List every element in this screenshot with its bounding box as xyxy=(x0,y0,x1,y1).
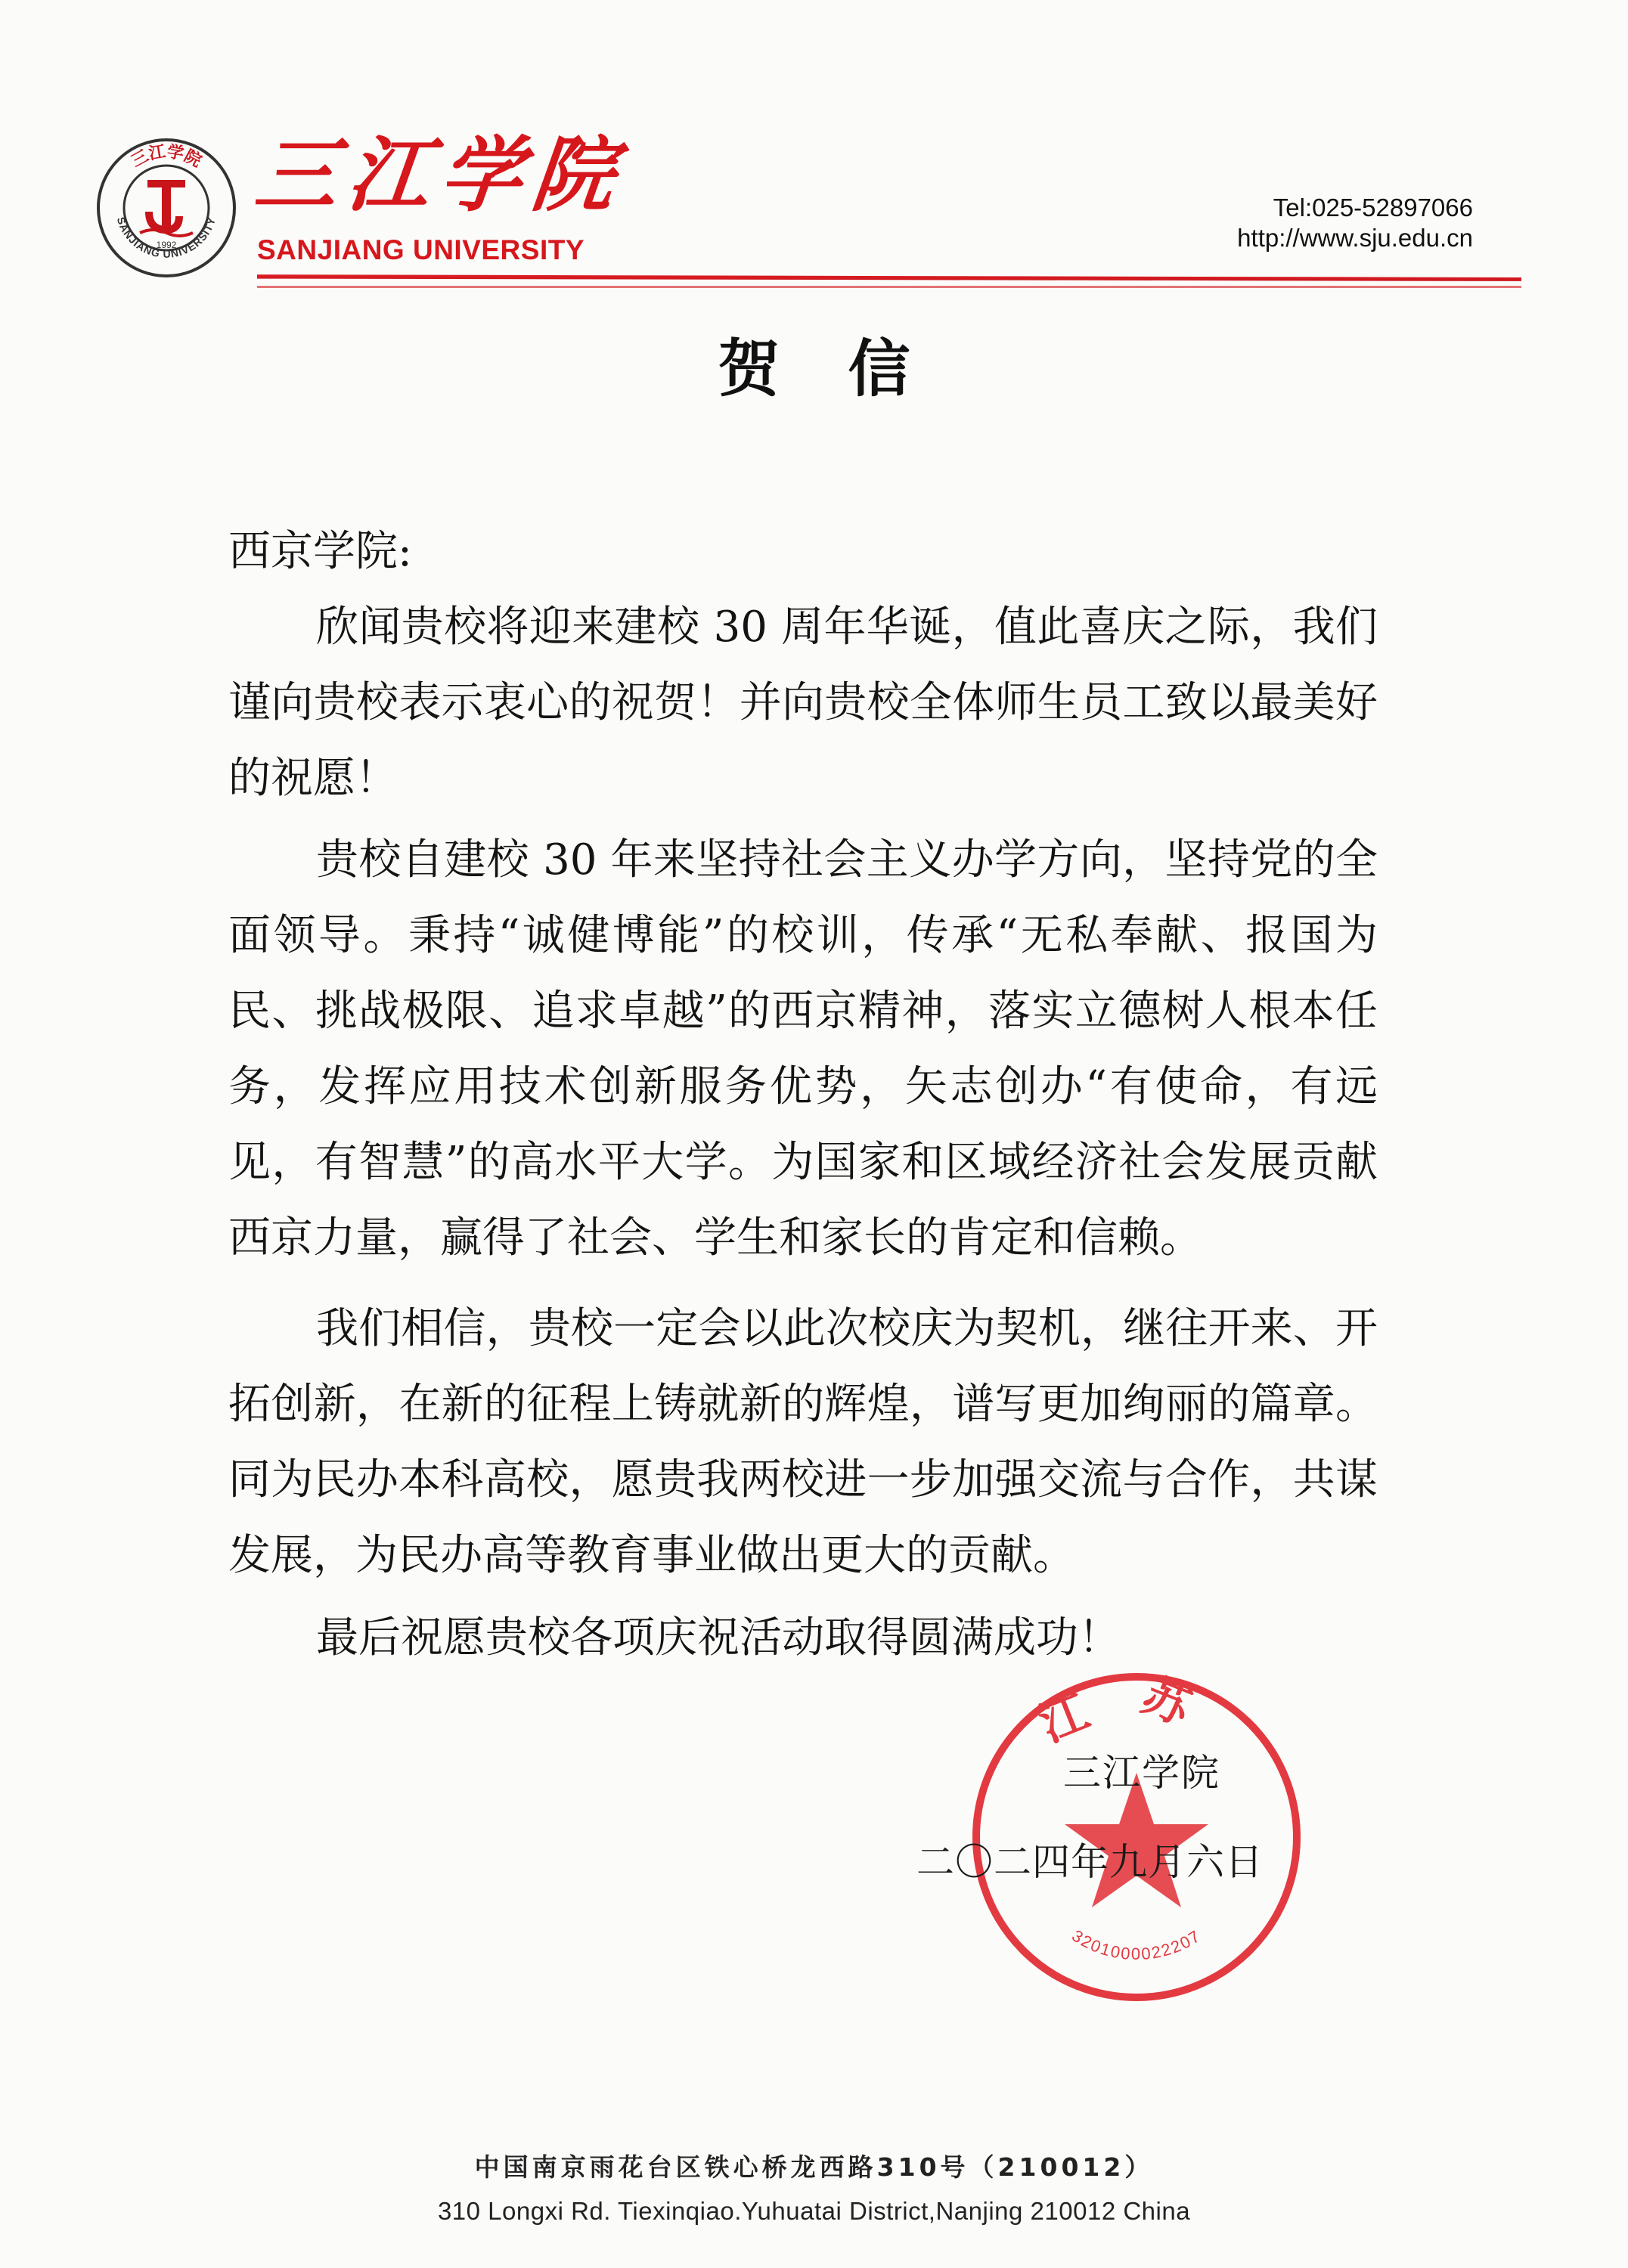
footer-address-cn: 中国南京雨花台区铁心桥龙西路310号（210012） xyxy=(474,2152,1154,2182)
paragraph-closing: 最后祝愿贵校各项庆祝活动取得圆满成功！ xyxy=(316,1613,1121,1662)
signature-organization: 三江学院 xyxy=(1063,1751,1220,1795)
university-logo-icon xyxy=(95,136,238,280)
seal-number: 3201000022207 xyxy=(1068,1926,1205,1964)
paragraph-achievements: 贵校自建校 30 年来坚持社会主义办学方向，坚持党的全面领导。秉持“诚健博能”的校训，传承“无私奉献、报国为民、挑战极限、追求卓越”的西京精神，落实立德树人根本任务，发挥应用技术创新服务优势，矢志创办“有使命，有远见，有智慧”的高水平大学。为国家和区域经济社会发展贡献西京力量，赢得了社会、学生和家长的肯定和信赖。 xyxy=(228,835,1378,1263)
seal-arc-text: 江苏 xyxy=(1032,1666,1241,1753)
website-link[interactable]: http://www.sju.edu.cn xyxy=(1237,224,1473,252)
official-seal-icon xyxy=(959,1659,1314,2015)
letter-title: 贺信 xyxy=(718,333,978,405)
university-name-en: SANJIANG UNIVERSITY xyxy=(257,234,585,265)
signature-date: 二〇二四年九月六日 xyxy=(916,1840,1264,1884)
logo-ring-top-text: 三江学院 xyxy=(128,141,205,172)
contact-info xyxy=(1237,193,1473,253)
telephone: Tel:025-52897066 xyxy=(1273,194,1473,222)
letterhead-divider-thin xyxy=(257,286,1521,288)
footer-address-en: 310 Longxi Rd. Tiexinqiao.Yuhuatai District,Nanjing 210012 China xyxy=(437,2197,1191,2225)
paragraph-cooperation: 我们相信，贵校一定会以此次校庆为契机，继往开来、开拓创新，在新的征程上铸就新的辉煌，谱写更加绚丽的篇章。同为民办本科高校，愿贵我两校进一步加强交流与合作，共谋发展，为民办高等教育事业做出更大的贡献。 xyxy=(228,1304,1378,1580)
university-name-cn: 三江学院 xyxy=(250,128,630,223)
svg-text:3201000022207 xyxy=(1068,1926,1205,1963)
salutation: 西京学院: xyxy=(228,527,412,576)
logo-year: 1992 xyxy=(156,240,177,250)
logo-ring-bottom-text: SANJIANG UNIVERSITY xyxy=(114,215,219,260)
paragraph-congratulations: 欣闻贵校将迎来建校 30 周年华诞，值此喜庆之际，我们谨向贵校表示衷心的祝贺！并向贵校全体师生员工致以最美好的祝愿！ xyxy=(228,603,1378,803)
letterhead-divider xyxy=(257,274,1521,282)
